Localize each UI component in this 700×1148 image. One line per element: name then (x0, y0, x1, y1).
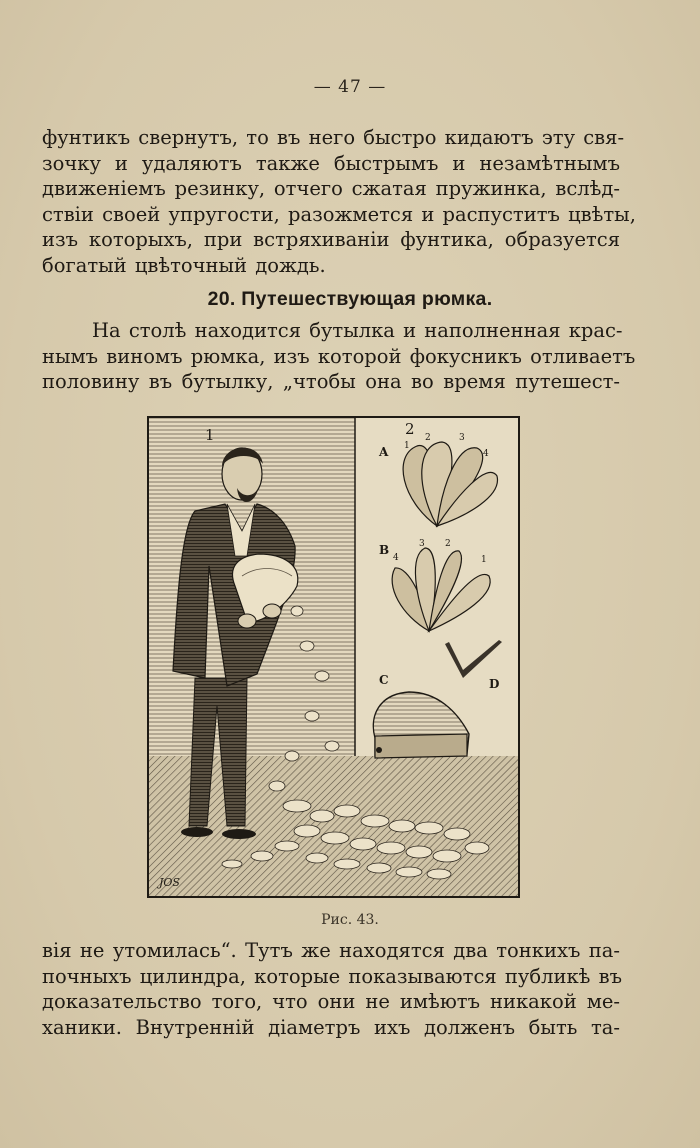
panel-label-2: 2 (405, 420, 415, 438)
text-line: половину въ бутылку, „чтобы она во время путешест- (42, 370, 620, 394)
svg-text:3: 3 (459, 433, 465, 443)
paragraph-2 (42, 318, 636, 395)
svg-text:B: B (379, 543, 390, 557)
text-line: доказательство того, что они не имѣютъ никакой ме- (42, 990, 620, 1014)
svg-text:4: 4 (483, 449, 489, 459)
text-line: богатый цвѣточный дождь. (42, 253, 326, 277)
text-line: ствiи своей упругости, разожмется и распуститъ цвѣты, (42, 202, 636, 226)
page-number: — 47 — (313, 77, 387, 97)
svg-text:C: C (379, 673, 389, 687)
figure-43 (147, 416, 520, 898)
svg-text:2: 2 (425, 433, 431, 443)
text-line: нымъ виномъ рюмка, изъ которой фокусникъ отливаетъ (42, 344, 636, 368)
text-line: вiя не утомилась“. Тутъ же находятся два тонкихъ па- (42, 939, 620, 962)
text-line: ханики. Внутреннiй дiаметръ ихъ долженъ быть та- (42, 1015, 620, 1039)
text-line: почныхъ цилиндра, которые показываются публикѣ въ (42, 964, 622, 988)
section-heading: 20. Путешествующая рюмка. (207, 288, 493, 310)
text-line: движенiемъ резинку, отчего сжатая пружинка, вслѣд- (42, 177, 620, 201)
figure-caption: Рис. 43. (321, 912, 379, 928)
panel-label-1: 1 (205, 426, 215, 444)
text-line: зочку и удаляютъ также быстрымъ и незамѣтнымъ (42, 151, 620, 175)
svg-text:D: D (489, 677, 500, 691)
paragraph-1 (42, 125, 636, 279)
svg-text:A: A (379, 445, 389, 459)
svg-text:2: 2 (445, 539, 451, 549)
svg-text:4: 4 (393, 553, 399, 563)
text-line: На столѣ находится бутылка и наполненная крас- (92, 319, 623, 342)
text-line: изъ которыхъ, при встряхиванiи фунтика, образуется (42, 228, 620, 252)
svg-text:1: 1 (404, 441, 410, 451)
engraving-illustration (147, 416, 520, 898)
text-line: фунтикъ свернутъ, то въ него быстро кидаютъ эту свя- (42, 126, 625, 149)
artist-signature: JOS (159, 876, 180, 889)
paragraph-3 (42, 938, 620, 1040)
svg-text:3: 3 (419, 539, 425, 549)
svg-text:1: 1 (481, 555, 487, 565)
